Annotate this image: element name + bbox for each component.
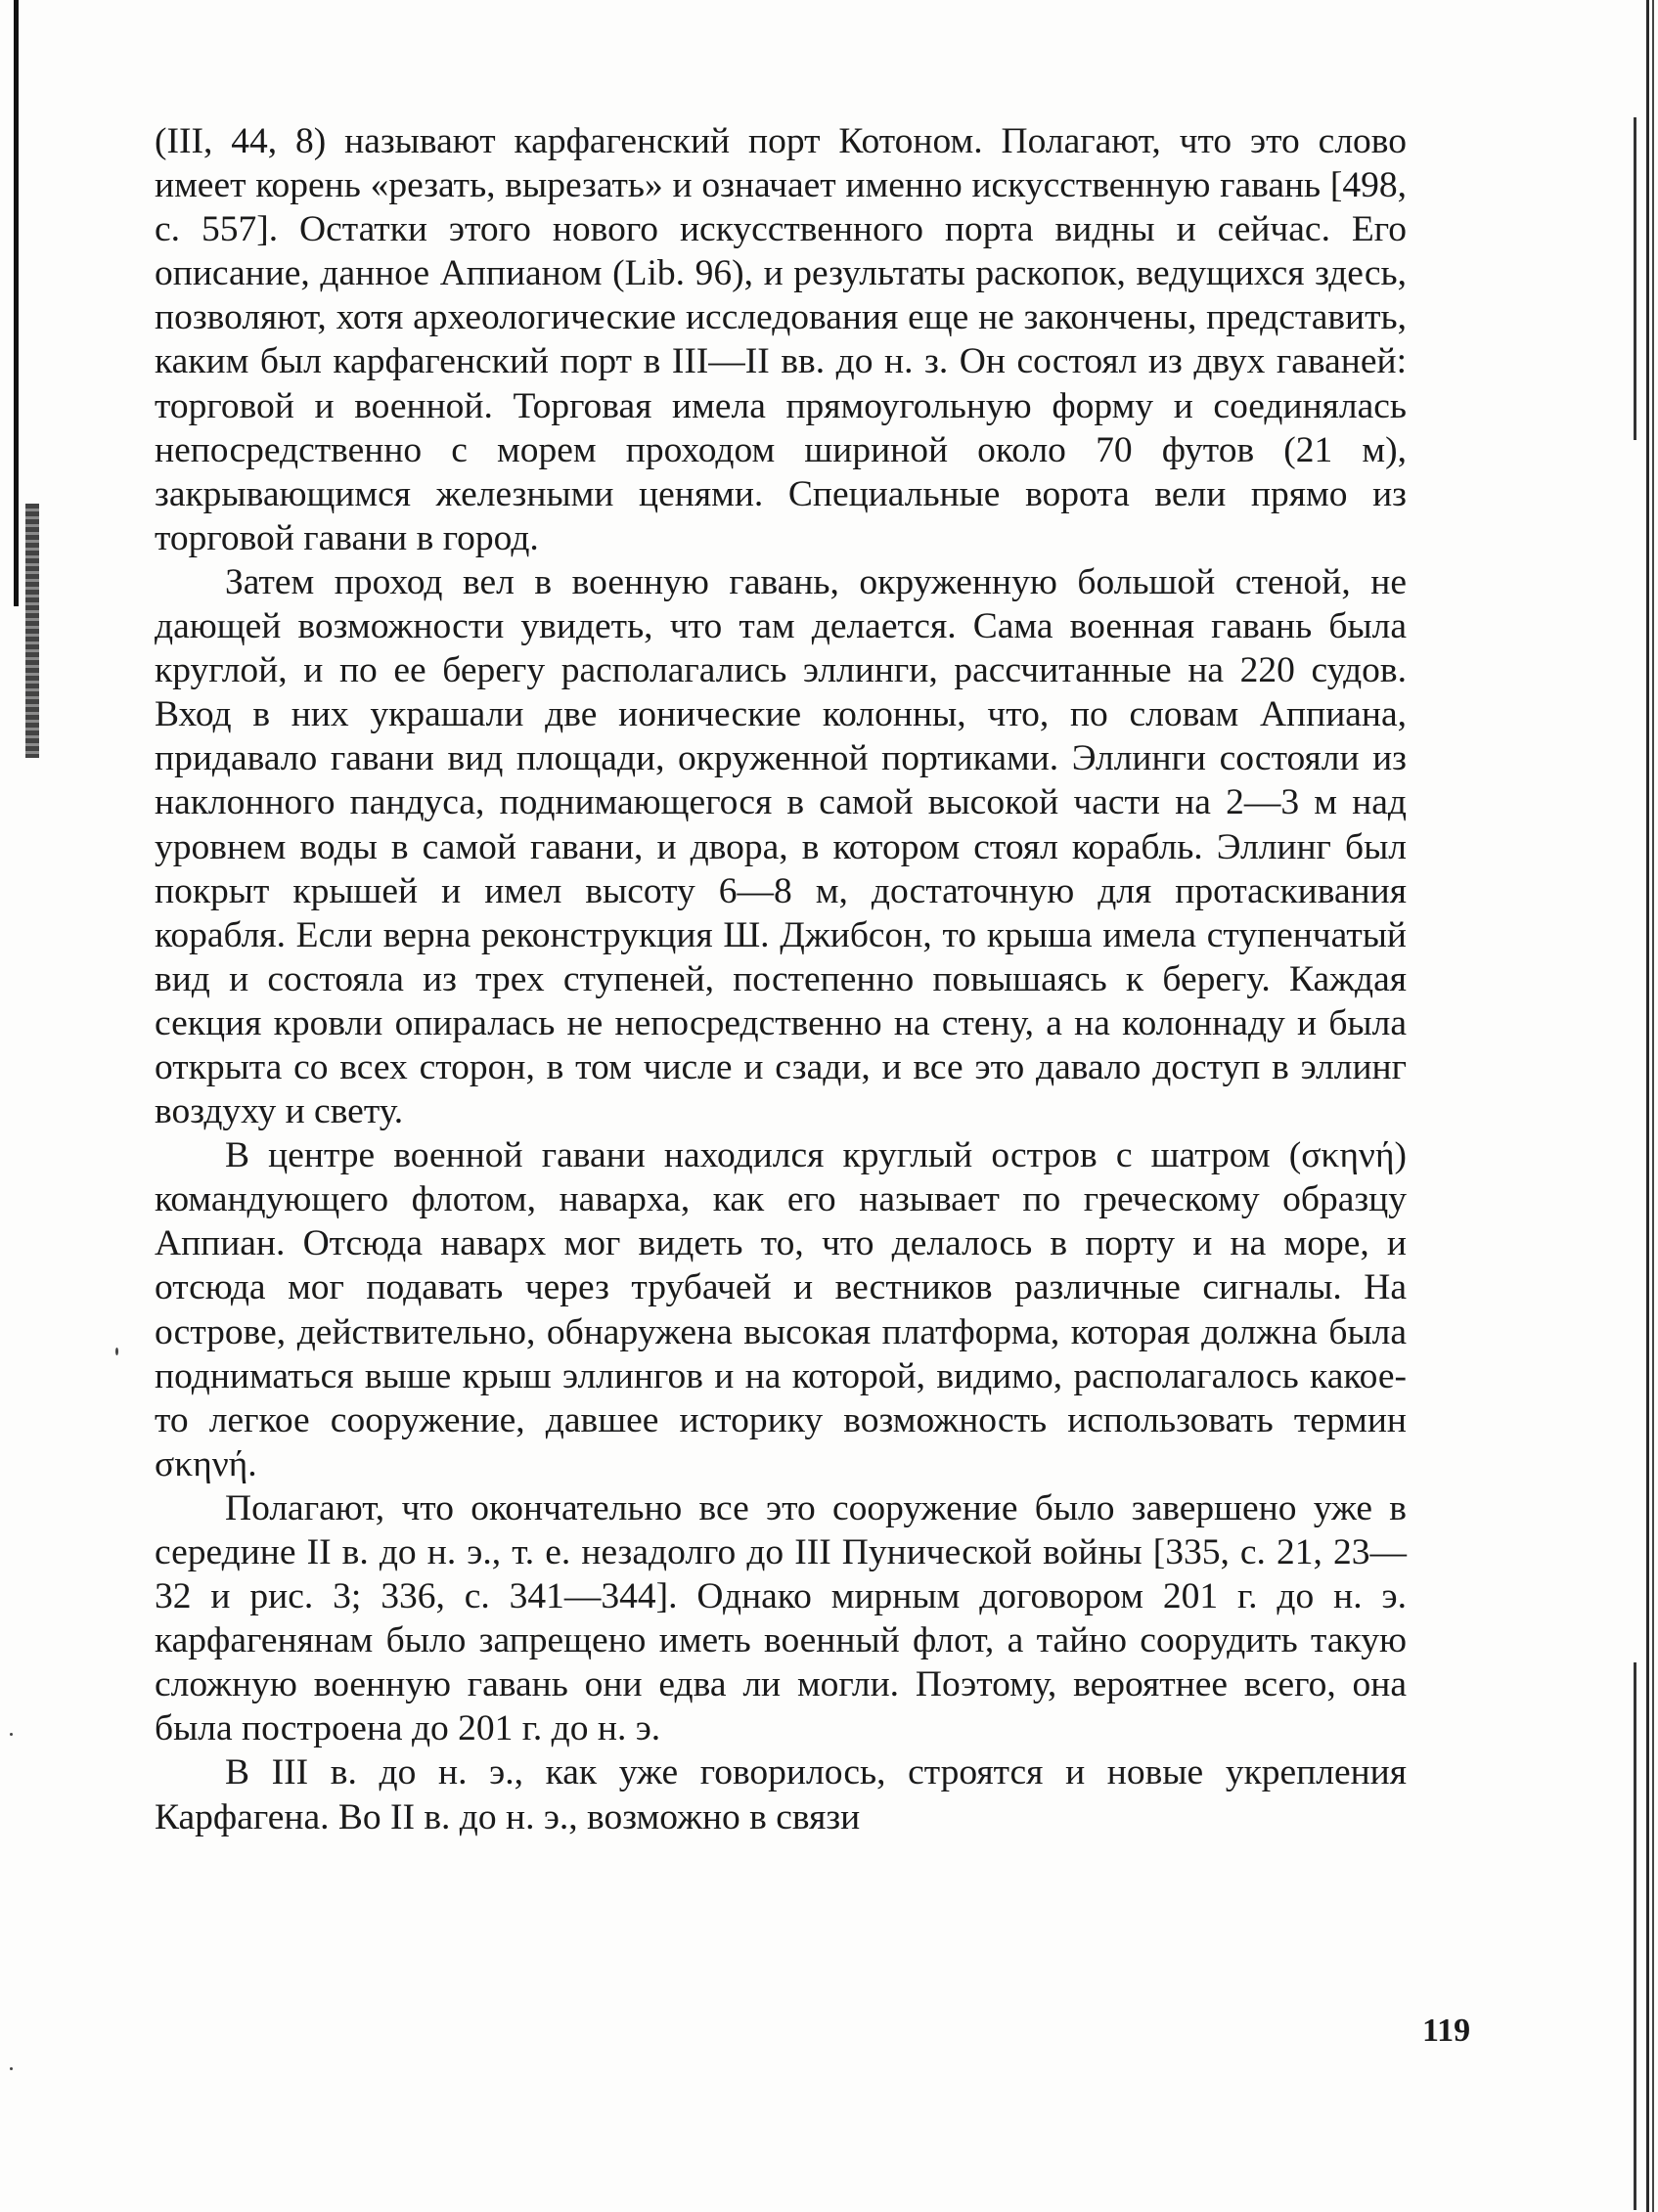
page-right-edge [1638, 0, 1658, 2212]
scan-edge-mark [1634, 1662, 1636, 2210]
paragraph-1: (III, 44, 8) называют карфагенский порт Котоном. Полагают, что это слово имеет корень «резать, вырезать» и означает именно искусственную гавань [498, с. 557]. Остатки этого нового искусственного порта видны и сейчас. Его описание, данное Аппианом (Lib. 96), и результаты раскопок, ведущихся здесь, позволяют, хотя археологические исследования еще не закончены, представить, каким был карфагенский порт в III—II вв. до н. з. Он состоял из двух гаваней: торговой и военной. Торговая имела прямоугольную форму и соединялась непосредственно с морем проходом шириной около 70 футов (21 м), закрывающимся железными ценями. Специальные ворота вели прямо из торговой гавани в город. [155, 121, 1407, 558]
scan-speck [115, 1348, 118, 1355]
page-binding-edge [14, 0, 19, 606]
paragraph-2: Затем проход вел в военную гавань, окруженную большой стеной, не дающей возможности увидеть, что там делается. Сама военная гавань была круглой, и по ее берегу располагались эллинги, рассчитанные на 220 судов. Вход в них украшали две ионические колонны, что, по словам Аппиана, придавало гавани вид площади, окруженной портиками. Эллинги состояли из наклонного пандуса, поднимающегося в самой высокой части на 2—3 м над уровнем воды в самой гавани, и двора, в котором стоял корабль. Эллинг был покрыт крышей и имел высоту 6—8 м, достаточную для протаскивания корабля. Если верна реконструкция Ш. Джибсон, то крыша имела ступенчатый вид и состояла из трех ступеней, постепенно повышаясь к берегу. Каждая секция кровли опиралась не непосредственно на стену, а на колоннаду и была открыта со всех сторон, в том числе и сзади, и все это давало доступ в эллинг воздуху и свету. [155, 561, 1407, 1132]
paragraph-4: Полагают, что окончательно все это сооружение было завершено уже в середине II в. до н. э., т. е. незадолго до III Пунической войны [335, с. 21, 23—32 и рис. 3; 336, с. 341—344]. Однако мирным договором 201 г. до н. э. карфагенянам было запрещено иметь военный флот, а тайно соорудить такую сложную военную гавань они едва ли могли. Поэтому, вероятнее всего, она была построена до 201 г. до н. э. [155, 1487, 1407, 1749]
paragraph-3: В центре военной гавани находился круглый остров с шатром (σκηνή) командующего флотом, наварха, как его называет по греческому образцу Аппиан. Отсюда наварх мог видеть то, что делалось в порту и на море, и отсюда мог подавать через трубачей и вестников различные сигналы. На острове, действительно, обнаружена высокая платформа, которая должна была подниматься выше крыш эллингов и на которой, видимо, располагалось какое-то легкое сооружение, давшее историку возможность использовать термин σκηνή. [155, 1135, 1407, 1484]
scan-speck [10, 1733, 13, 1736]
scan-speck [10, 2067, 13, 2070]
scan-edge-mark [1634, 117, 1636, 440]
scan-smudge [25, 504, 39, 758]
page-number: 119 [1422, 2013, 1471, 2049]
body-text [155, 119, 1407, 1839]
paragraph-5: В III в. до н. э., как уже говорилось, строятся и новые укрепления Карфагена. Во II в. до н. э., возможно в связи [155, 1752, 1407, 1837]
